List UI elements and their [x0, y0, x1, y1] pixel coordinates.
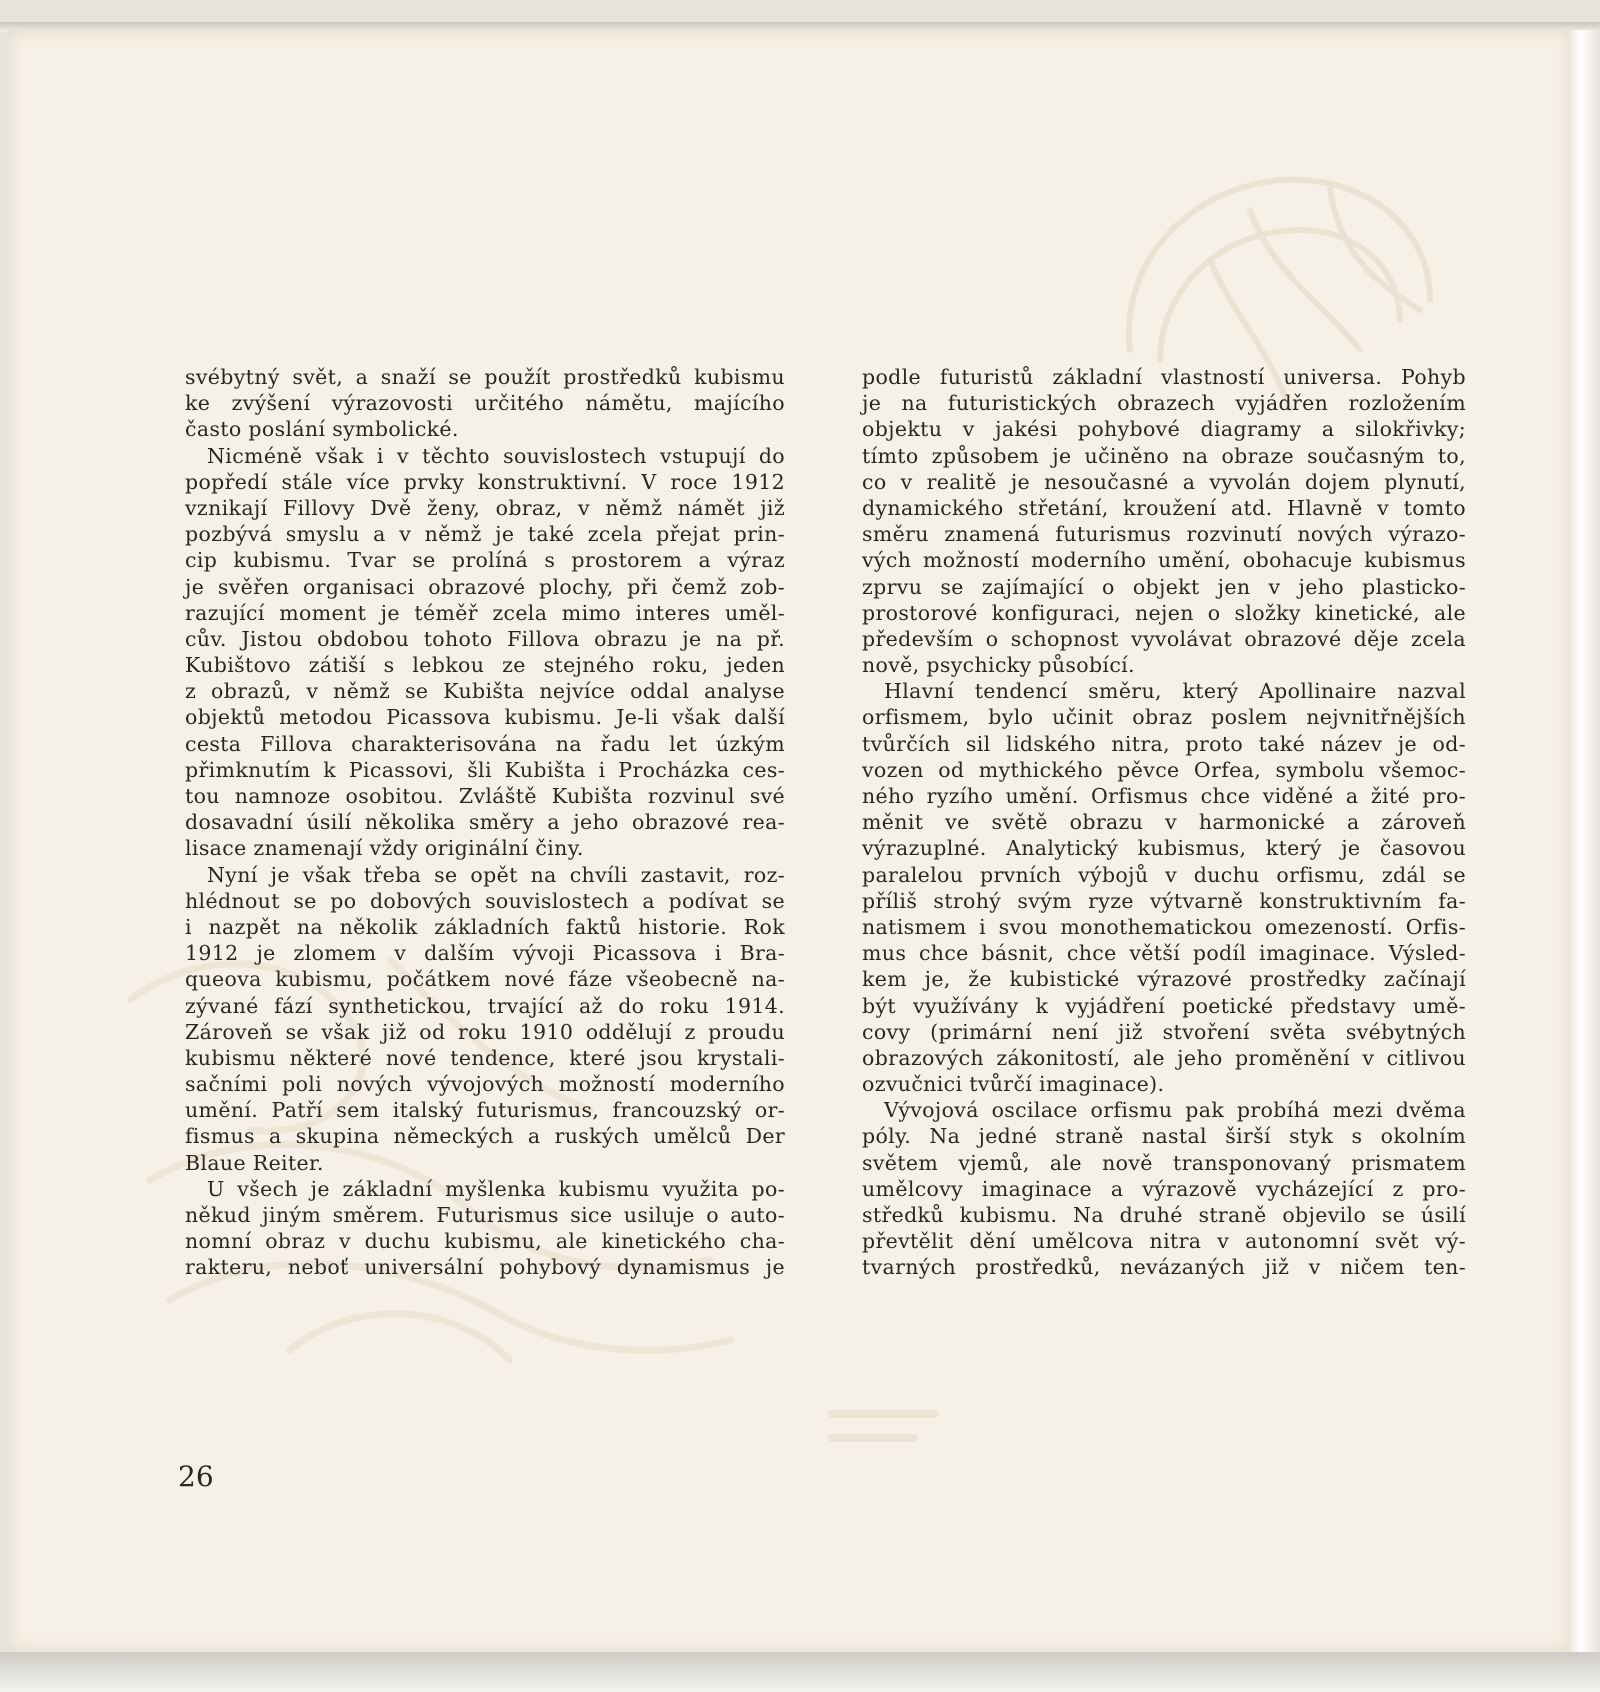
text-line: světem vjemů, ale nově transponovaný prismatem	[862, 1150, 1466, 1175]
text-line: tou namnoze osobitou. Zvláště Kubišta rozvinul své	[185, 784, 785, 808]
text-line: Vývojová oscilace orfismu pak probíhá mezi dvěma	[884, 1098, 1466, 1123]
left-text-column	[185, 364, 785, 1281]
page-bottom-edge	[0, 1652, 1600, 1692]
text-line: ke zvýšení výrazovosti určitého námětu, majícího	[185, 391, 785, 416]
text-line: covy (primární není již stvoření světa svébytných	[862, 1019, 1466, 1044]
text-line: umění. Patří sem italský futurismus, francouzský or-	[185, 1098, 785, 1123]
text-line: středků kubismu. Na druhé straně objevilo se úsilí	[862, 1203, 1466, 1227]
text-line: i nazpět na několik základních faktů historie. Rok	[185, 914, 785, 939]
text-line: popředí stále více prvky konstruktivní. V roce 1912	[185, 469, 785, 494]
text-line: přimknutím k Picassovi, šli Kubišta i Procházka ces-	[185, 757, 785, 782]
text-line: prostorové konfiguraci, nejen o složky kinetické, ale	[862, 600, 1466, 625]
text-line: Nicméně však i v těchto souvislostech vstupují do	[207, 443, 785, 468]
text-line: orfismem, bylo učinit obraz poslem nejvnitřnějších	[862, 705, 1466, 730]
text-line: queova kubismu, počátkem nové fáze všeobecně na-	[185, 967, 785, 992]
text-line: natismem i svou monothematickou omezeností. Orfis-	[862, 914, 1466, 939]
text-line: mus chce básnit, chce větší podíl imaginace. Výsled-	[862, 941, 1466, 966]
text-line: Hlavní tendencí směru, který Apollinaire nazval	[884, 679, 1466, 704]
text-line: tvůrčích sil lidského nitra, proto také název je od-	[862, 731, 1466, 756]
text-line: především o schopnost vyvolávat obrazové děje zcela	[862, 626, 1466, 651]
page-number: 26	[178, 1460, 214, 1493]
text-line: póly. Na jedné straně nastal širší styk s okolním	[862, 1124, 1466, 1149]
text-line: lisace znamenají vždy originální činy.	[185, 836, 584, 861]
text-line: ného ryzího umění. Orfismus chce viděné a žité pro-	[862, 784, 1466, 808]
text-line: kem je, že kubistické výrazové prostředky začínají	[862, 967, 1466, 992]
text-line: cesta Fillova charakterisována na řadu let úzkým	[185, 731, 785, 756]
text-line: dosavadní úsilí několika směry a jeho obrazové rea-	[185, 810, 785, 835]
text-line: často poslání symbolické.	[185, 417, 459, 442]
text-line: výrazuplné. Analytický kubismus, který je časovou	[862, 836, 1466, 861]
text-line: zývané fází synthetickou, trvající až do roku 1914.	[185, 993, 785, 1018]
text-line: je na futuristických obrazech vyjádřen rozložením	[862, 391, 1466, 416]
text-line: být využívány k vyjádření poetické představy umě-	[862, 993, 1466, 1018]
text-line: pozbývá smyslu a v němž je také zcela přejat prin-	[185, 522, 785, 547]
text-line: fismus a skupina německých a ruských umělců Der	[185, 1124, 785, 1149]
text-line: vozen od mythického pěvce Orfea, symbolu všemoc-	[862, 757, 1466, 782]
text-line: směru znamená futurismus rozvinutí nových výrazo-	[862, 522, 1466, 547]
page-right-edge	[1568, 30, 1600, 1652]
text-line: kubismu některé nové tendence, které jsou krystali-	[185, 1045, 785, 1070]
text-line: zprvu se zajímající o objekt jen v jeho plasticko-	[862, 574, 1466, 599]
text-line: z obrazů, v němž se Kubišta nejvíce oddal analyse	[185, 679, 785, 704]
text-line: nově, psychicky působící.	[862, 653, 1135, 678]
text-line: objektu v jakési pohybové diagramy a silokřivky;	[862, 417, 1466, 442]
text-line: Blaue Reiter.	[185, 1150, 324, 1175]
text-line: U všech je základní myšlenka kubismu využita po-	[207, 1176, 785, 1201]
text-line: ozvučnici tvůrčí imaginace).	[862, 1072, 1165, 1097]
text-line: podle futuristů základní vlastností universa. Pohyb	[862, 365, 1466, 389]
text-line: paralelou prvních výbojů v duchu orfismu, zdál se	[862, 862, 1466, 887]
text-line: je svěřen organisaci obrazové plochy, při čemž zob-	[185, 574, 785, 599]
text-line: umělcovy imaginace a výrazově vycházející z pro-	[862, 1176, 1466, 1201]
text-line: někud jiným směrem. Futurismus sice usiluje o auto-	[185, 1203, 785, 1227]
text-line: převtělit dění umělcova nitra v autonomní svět vý-	[862, 1229, 1466, 1254]
text-line: tímto způsobem je učiněno na obraze současným to,	[862, 443, 1466, 468]
text-line: svébytný svět, a snaží se použít prostředků kubismu	[185, 365, 785, 389]
text-line: sačními poli nových vývojových možností moderního	[185, 1072, 785, 1097]
text-line: obrazových zákonitostí, ale jeho proměnění v citlivou	[862, 1045, 1466, 1070]
text-line: co v realitě je nesoučasné a vyvolán dojem plynutí,	[862, 469, 1466, 494]
text-line: nomní obraz v duchu kubismu, ale kinetického cha-	[185, 1229, 785, 1254]
text-line: objektů metodou Picassova kubismu. Je-li však další	[185, 705, 785, 730]
right-text-column	[862, 364, 1466, 1281]
text-line: cip kubismu. Tvar se prolíná s prostorem a výraz	[185, 548, 785, 573]
text-line: cův. Jistou obdobou tohoto Fillova obrazu je na př.	[185, 626, 785, 651]
text-line: 1912 je zlomem v dalším vývoji Picassova i Bra-	[185, 941, 785, 966]
text-line: dynamického střetání, kroužení atd. Hlavně v tomto	[862, 495, 1466, 520]
text-line: rakteru, neboť universální pohybový dynamismus je	[185, 1255, 785, 1280]
text-line: vznikají Fillovy Dvě ženy, obraz, v němž námět již	[185, 495, 785, 520]
text-line: Zároveň se však již od roku 1910 oddělují z proudu	[185, 1019, 785, 1044]
text-line: razující moment je téměř zcela mimo interes uměl-	[185, 600, 785, 625]
text-line: hlédnout se po dobových souvislostech a podívat se	[185, 888, 785, 913]
text-line: Nyní je však třeba se opět na chvíli zastavit, roz-	[207, 862, 785, 887]
text-line: vých možností moderního umění, obohacuje kubismus	[862, 548, 1466, 573]
text-line: příliš strohý svým ryze výtvarně konstruktivním fa-	[862, 888, 1466, 913]
text-line: měnit ve světě obrazu v harmonické a zároveň	[862, 810, 1466, 835]
text-line: tvarných prostředků, nevázaných již v ničem ten-	[862, 1255, 1466, 1280]
text-line: Kubištovo zátiší s lebkou ze stejného roku, jeden	[185, 653, 785, 678]
